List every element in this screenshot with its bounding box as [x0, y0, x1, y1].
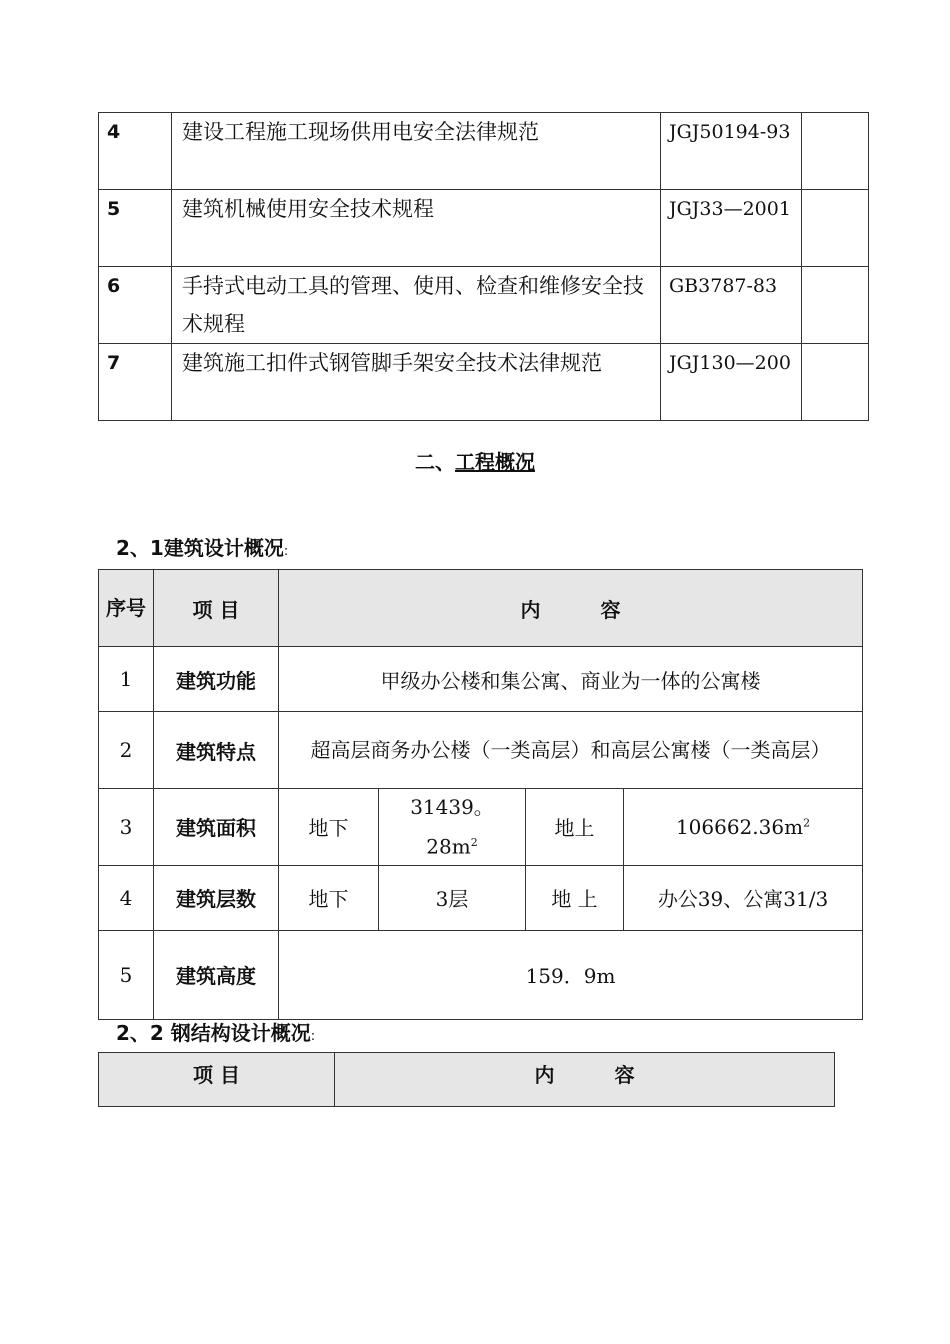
table-row [99, 647, 863, 712]
standard-no: 5 [99, 190, 172, 267]
building-design-table [98, 569, 863, 1020]
row-no: 5 [99, 930, 154, 1019]
row-label: 建筑面积 [154, 789, 279, 866]
header-item: 项 目 [99, 1053, 335, 1107]
subsection-title-colon: : [283, 544, 289, 559]
row-no: 4 [99, 865, 154, 930]
table-header-row [99, 570, 863, 647]
subsection-title-building [116, 532, 288, 561]
steel-structure-table [98, 1052, 835, 1107]
table-header-row [99, 1053, 835, 1107]
standard-no: 7 [99, 344, 172, 421]
row-value: 159．9m [279, 930, 863, 1019]
table-row [99, 865, 863, 930]
header-no: 序号 [99, 570, 154, 647]
unit-superscript: 2 [470, 836, 478, 849]
row-label: 建筑层数 [154, 865, 279, 930]
standard-no: 6 [99, 267, 172, 344]
table-row [99, 712, 863, 789]
standard-remark [802, 267, 869, 344]
row-no: 3 [99, 789, 154, 866]
row-no: 1 [99, 647, 154, 712]
aboveground-area [624, 789, 863, 866]
header-item: 项 目 [154, 570, 279, 647]
underground-label: 地下 [279, 789, 379, 866]
standard-name: 建设工程施工现场供用电安全法律规范 [172, 113, 661, 190]
aboveground-floors: 办公39、公寓31/3 [624, 865, 863, 930]
standard-code: JGJ33—2001 [661, 190, 802, 267]
aboveground-label: 地 上 [526, 865, 624, 930]
standard-name: 建筑施工扣件式钢管脚手架安全技术法律规范 [172, 344, 661, 421]
underground-label: 地下 [279, 865, 379, 930]
subsection-title-text: 2、1建筑设计概况 [116, 536, 284, 560]
standards-table [98, 112, 869, 421]
header-content: 内 容 [279, 570, 863, 647]
table-row [99, 267, 869, 344]
standard-code: JGJ50194-93 [661, 113, 802, 190]
standard-remark [802, 344, 869, 421]
subsection-title-steel [116, 1017, 315, 1046]
standard-remark [802, 113, 869, 190]
section-prefix: 二、 [415, 450, 455, 474]
table-row [99, 930, 863, 1019]
section-title-text: 工程概况 [455, 450, 535, 474]
row-label: 建筑高度 [154, 930, 279, 1019]
standard-name: 手持式电动工具的管理、使用、检查和维修安全技术规程 [172, 267, 661, 344]
subsection-title-colon: : [310, 1029, 316, 1044]
aboveground-label: 地上 [526, 789, 624, 866]
standard-remark [802, 190, 869, 267]
standard-no: 4 [99, 113, 172, 190]
row-value: 超高层商务办公楼（一类高层）和高层公寓楼（一类高层） [279, 712, 863, 789]
standard-name: 建筑机械使用安全技术规程 [172, 190, 661, 267]
unit-superscript: 2 [803, 816, 811, 830]
section-title [0, 446, 950, 475]
row-label: 建筑特点 [154, 712, 279, 789]
standard-code: GB3787-83 [661, 267, 802, 344]
table-row [99, 190, 869, 267]
row-value: 甲级办公楼和集公寓、商业为一体的公寓楼 [279, 647, 863, 712]
table-row [99, 113, 869, 190]
underground-area [379, 789, 526, 866]
standard-code: JGJ130—200 [661, 344, 802, 421]
underground-floors: 3层 [379, 865, 526, 930]
table-row [99, 344, 869, 421]
row-label: 建筑功能 [154, 647, 279, 712]
table-row [99, 789, 863, 866]
underground-area-value: 31439。28m [410, 795, 494, 859]
subsection-title-text: 2、2 钢结构设计概况 [116, 1021, 311, 1045]
header-content: 内 容 [335, 1053, 835, 1107]
row-no: 2 [99, 712, 154, 789]
aboveground-area-value: 106662.36m [675, 814, 804, 839]
